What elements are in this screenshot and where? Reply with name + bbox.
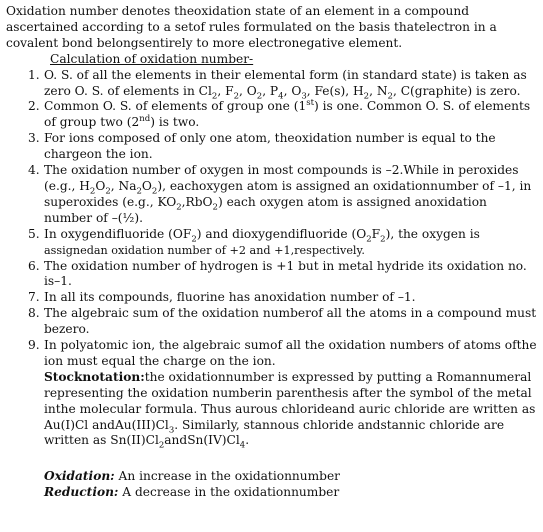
rule-item <box>6 99 538 131</box>
rule-text: O. S. of all the elements in their elemental form (in standard state) is taken as zero O. S. of elements in $Cl_2$, $F_2$, $O_2$, $P_4$, $O_3$, Fe(s), $H_2$, $N_2$, C(graphite) is zero. <box>44 67 527 101</box>
rule-number: 1. <box>28 67 40 82</box>
rule-item <box>6 259 538 291</box>
rule-item <box>6 131 538 163</box>
definition-text: A decrease in the oxidationnumber <box>118 485 340 500</box>
rule-number: 3. <box>28 131 40 146</box>
rule-text: In all its compounds, fluorine has anoxidation number of –1. <box>44 290 416 305</box>
rule-item <box>6 163 538 227</box>
rule-number: 5. <box>28 226 40 241</box>
rule-item <box>6 290 538 306</box>
rule-number: 8. <box>28 306 40 321</box>
definitions <box>44 469 538 501</box>
definition-term: Oxidation: <box>44 469 115 484</box>
rule-item <box>6 227 538 259</box>
rule-text: In oxygendifluoride $(OF_2)$ and dioxygendifluoride $(O_2F_2)$, the oxygen is assignedan oxidation number of +2 and +1,respectively. <box>44 226 480 257</box>
rule-text: For ions composed of only one atom, theoxidation number is equal to the chargeon the ion. <box>44 131 496 162</box>
definition-text: An increase in the oxidationnumber <box>114 469 341 484</box>
stock-notation-text: the oxidationnumber is expressed by putting a Romannumeral representing the oxidation numberin parenthesis after the symbol of the metal inthe molecular formula. Thus aurous chlorideand auric chloride are written as Au(I)Cl $andAu(III)Cl_3$. Similarly, stannous chloride andstannic chloride are written as $Sn(II)Cl_2andSn(IV)Cl_4$. <box>44 369 536 451</box>
rule-text: The algebraic sum of the oxidation numberof all the atoms in a compound must bezero. <box>44 306 537 337</box>
definition-term: Reduction: <box>44 485 119 500</box>
rule-item <box>6 68 538 100</box>
rule-number: 9. <box>28 338 40 353</box>
section-heading: Calculation of oxidation number- <box>50 51 254 66</box>
intro-paragraph: Oxidation number denotes theoxidation state of an element in a compound ascertained according to a setof rules formulated on the basis thatelectron in a covalent bond belongsentirely to more electronegative element. <box>6 4 497 50</box>
rule-text: The oxidation number of oxygen in most compounds is –2.While in peroxides (e.g., $H_2O_2$, $Na_2O_2$), eachoxygen atom is assigned an oxidationnumber of –1, in superoxides (e.g., $KO_2,RbO_2$) each oxygen atom is assigned anoxidation number of –(½). <box>44 163 532 225</box>
rule-text: In polyatomic ion, the algebraic sumof all the oxidation numbers of atoms ofthe ion must equal the charge on the ion. <box>44 338 537 368</box>
rules-list <box>6 68 538 370</box>
rule-item <box>6 306 538 338</box>
rule-number: 2. <box>28 99 40 114</box>
rule-text: Common O. S. of elements of group one (1st) is one. Common O. S. of elements of group two (2nd) is two. <box>44 98 531 130</box>
stock-notation-label: Stocknotation: <box>44 369 145 384</box>
rule-number: 6. <box>28 258 40 273</box>
rule-number: 4. <box>28 163 40 178</box>
rule-number: 7. <box>28 290 40 305</box>
rule-text: The oxidation number of hydrogen is +1 but in metal hydride its oxidation no. is–1. <box>44 258 527 289</box>
document-body <box>6 4 538 501</box>
definition-oxidation <box>44 469 538 485</box>
stock-notation-paragraph <box>44 370 538 450</box>
definition-reduction <box>44 485 538 501</box>
rule-item <box>6 338 538 370</box>
